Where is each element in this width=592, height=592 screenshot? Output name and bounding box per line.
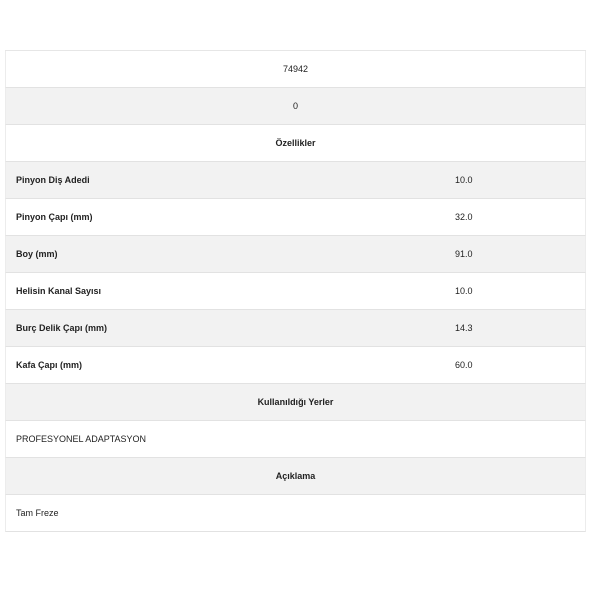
spec-label: Pinyon Diş Adedi <box>16 174 90 185</box>
specs-header-row <box>5 125 586 162</box>
spec-row <box>5 199 586 236</box>
spec-value: 10.0 <box>455 285 473 296</box>
usage-row <box>5 421 586 458</box>
spec-label: Pinyon Çapı (mm) <box>16 211 93 222</box>
description-text: Tam Freze <box>16 507 59 518</box>
spec-label: Kafa Çapı (mm) <box>16 359 83 370</box>
usage-header-row <box>5 384 586 421</box>
description-header: Açıklama <box>275 470 316 481</box>
spec-row <box>5 347 586 384</box>
usage-header: Kullanıldığı Yerler <box>257 396 334 407</box>
spec-label: Helisin Kanal Sayısı <box>16 285 102 296</box>
spec-label: Boy (mm) <box>16 248 58 259</box>
usage-text: PROFESYONEL ADAPTASYON <box>16 433 147 444</box>
zero-row <box>5 88 586 125</box>
spec-value: 10.0 <box>455 174 473 185</box>
specs-header: Özellikler <box>275 137 316 148</box>
product-code: 74942 <box>282 63 309 74</box>
spec-value: 91.0 <box>455 248 473 259</box>
code-row <box>5 51 586 88</box>
product-spec-table <box>5 50 586 532</box>
zero-value: 0 <box>292 100 298 111</box>
spec-label: Burç Delik Çapı (mm) <box>16 322 108 333</box>
spec-row <box>5 273 586 310</box>
description-row <box>5 495 586 532</box>
spec-value: 14.3 <box>455 322 473 333</box>
spec-value: 32.0 <box>455 211 473 222</box>
spec-value: 60.0 <box>455 359 473 370</box>
spec-row <box>5 236 586 273</box>
description-header-row <box>5 458 586 495</box>
spec-row <box>5 310 586 347</box>
spec-row <box>5 162 586 199</box>
